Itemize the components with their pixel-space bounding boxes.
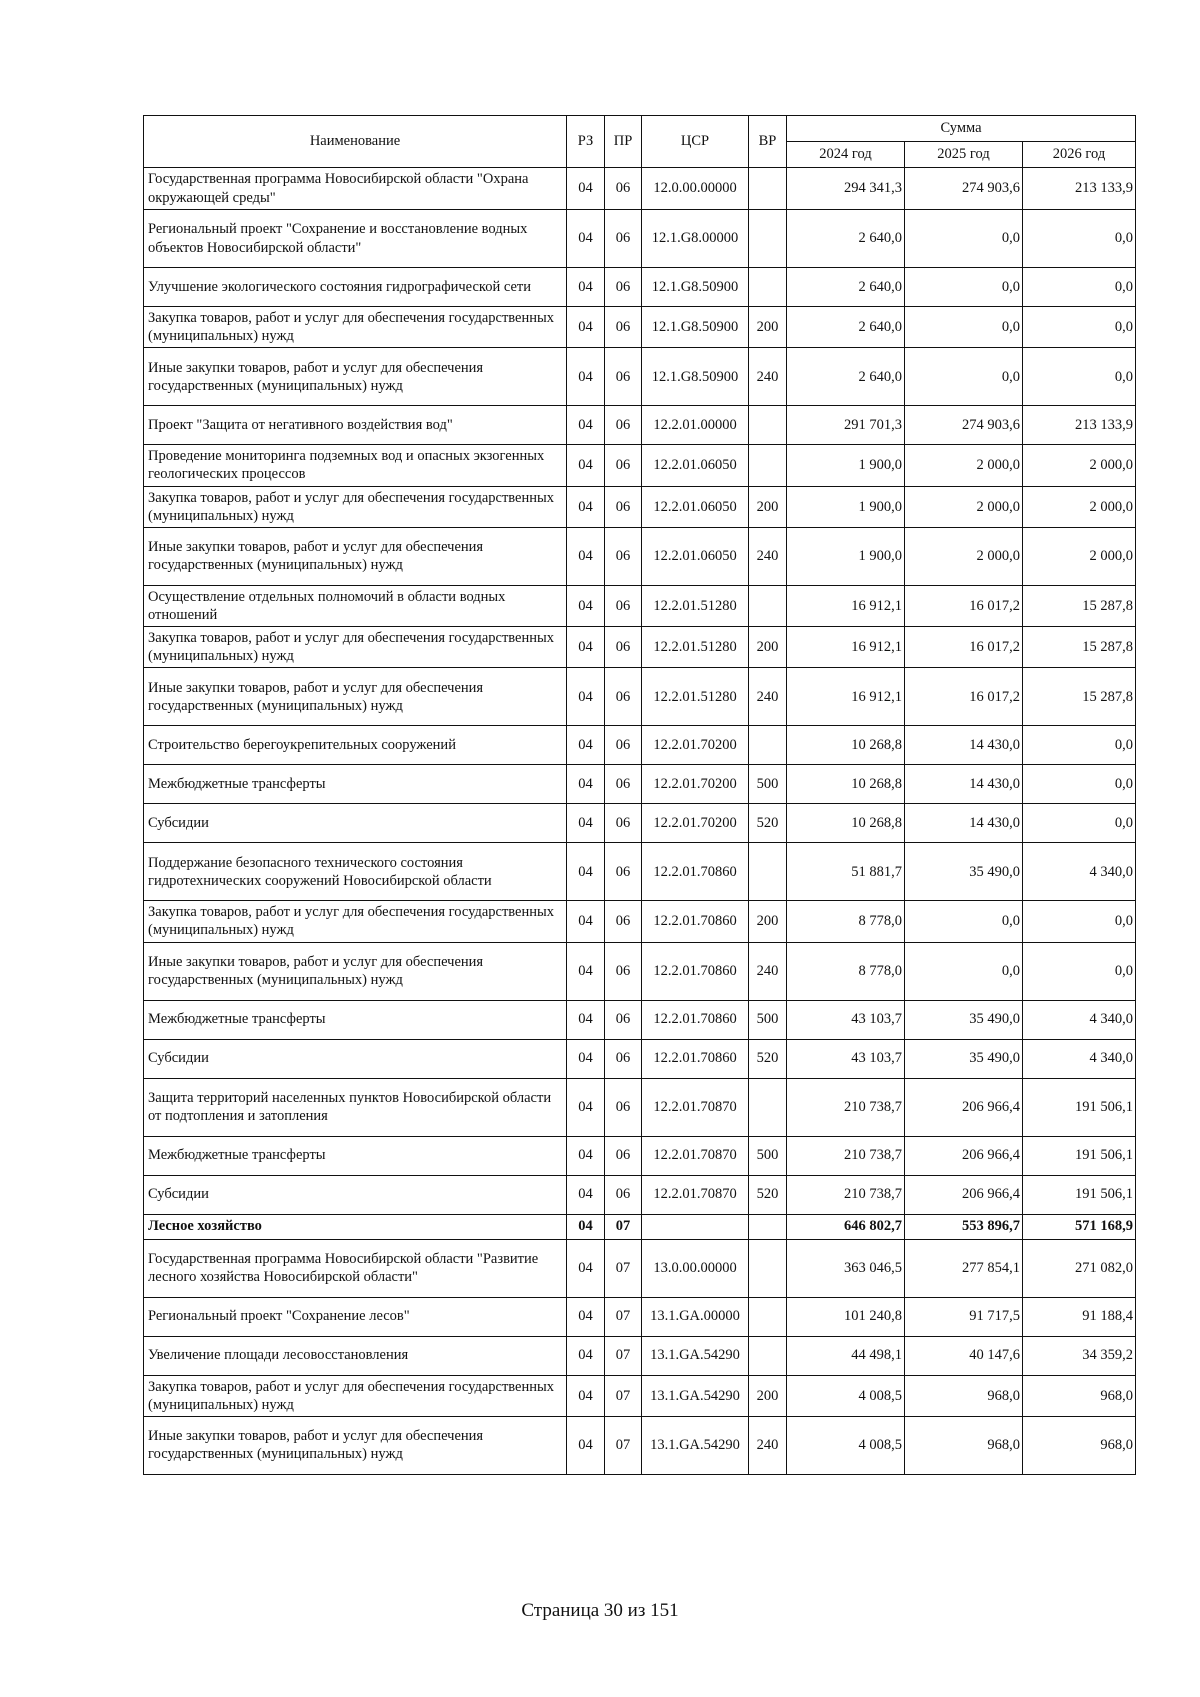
row-rz: 04: [567, 307, 605, 348]
row-pr: 07: [605, 1416, 642, 1474]
row-pr: 06: [605, 268, 642, 307]
table-row: [144, 627, 1136, 668]
row-amount-2024: 10 268,8: [787, 804, 905, 843]
row-amount-2026: 2 000,0: [1023, 445, 1136, 486]
row-vr: [749, 843, 787, 901]
row-pr: 07: [605, 1297, 642, 1336]
row-amount-2025: 35 490,0: [905, 1039, 1023, 1078]
row-name: Закупка товаров, работ и услуг для обеспечения государственных (муниципальных) нужд: [144, 307, 567, 348]
table-row: [144, 1000, 1136, 1039]
row-amount-2024: 101 240,8: [787, 1297, 905, 1336]
row-amount-2025: 274 903,6: [905, 168, 1023, 210]
row-name: Межбюджетные трансферты: [144, 1000, 567, 1039]
row-amount-2025: 206 966,4: [905, 1175, 1023, 1214]
table-row: [144, 1336, 1136, 1375]
row-rz: 04: [567, 804, 605, 843]
row-amount-2025: 40 147,6: [905, 1336, 1023, 1375]
row-amount-2024: 210 738,7: [787, 1136, 905, 1175]
row-rz: 04: [567, 1175, 605, 1214]
row-rz: 04: [567, 1336, 605, 1375]
table-header: [144, 116, 1136, 168]
row-csr: 12.2.01.06050: [642, 445, 749, 486]
row-amount-2024: 2 640,0: [787, 348, 905, 406]
budget-table: [143, 115, 1136, 1475]
row-amount-2026: 0,0: [1023, 804, 1136, 843]
row-amount-2025: 2 000,0: [905, 445, 1023, 486]
row-rz: 04: [567, 1375, 605, 1416]
header-vr: ВР: [749, 116, 787, 168]
row-name: Проведение мониторинга подземных вод и опасных экзогенных геологических процессов: [144, 445, 567, 486]
row-amount-2024: 1 900,0: [787, 486, 905, 527]
row-pr: 06: [605, 942, 642, 1000]
row-amount-2026: 0,0: [1023, 901, 1136, 942]
row-name: Осуществление отдельных полномочий в области водных отношений: [144, 585, 567, 626]
row-name: Улучшение экологического состояния гидрографической сети: [144, 268, 567, 307]
row-amount-2026: 2 000,0: [1023, 527, 1136, 585]
row-rz: 04: [567, 1136, 605, 1175]
table-row: [144, 210, 1136, 268]
row-amount-2025: 277 854,1: [905, 1239, 1023, 1297]
row-vr: 200: [749, 901, 787, 942]
row-vr: [749, 1214, 787, 1239]
table-row: [144, 307, 1136, 348]
header-year-2024: 2024 год: [787, 142, 905, 168]
row-csr: 12.2.01.00000: [642, 406, 749, 445]
table-row: [144, 1297, 1136, 1336]
row-amount-2025: 968,0: [905, 1416, 1023, 1474]
row-csr: 12.2.01.51280: [642, 627, 749, 668]
row-vr: 200: [749, 627, 787, 668]
row-pr: 06: [605, 406, 642, 445]
row-rz: 04: [567, 765, 605, 804]
header-csr: ЦСР: [642, 116, 749, 168]
row-rz: 04: [567, 445, 605, 486]
row-pr: 06: [605, 210, 642, 268]
row-rz: 04: [567, 406, 605, 445]
row-amount-2025: 16 017,2: [905, 668, 1023, 726]
row-csr: 12.2.01.06050: [642, 527, 749, 585]
row-rz: 04: [567, 1214, 605, 1239]
table-row: [144, 668, 1136, 726]
row-name: Проект "Защита от негативного воздействия вод": [144, 406, 567, 445]
table-row: [144, 1214, 1136, 1239]
row-rz: 04: [567, 1000, 605, 1039]
row-name: Иные закупки товаров, работ и услуг для обеспечения государственных (муниципальных) нужд: [144, 942, 567, 1000]
row-csr: 12.2.01.70860: [642, 942, 749, 1000]
page-number: Страница 30 из 151: [521, 1600, 679, 1621]
row-amount-2025: 968,0: [905, 1375, 1023, 1416]
row-amount-2025: 16 017,2: [905, 627, 1023, 668]
row-csr: 12.2.01.70200: [642, 726, 749, 765]
row-vr: 500: [749, 1136, 787, 1175]
row-amount-2025: 2 000,0: [905, 527, 1023, 585]
row-amount-2026: 968,0: [1023, 1416, 1136, 1474]
row-pr: 06: [605, 1175, 642, 1214]
row-amount-2024: 16 912,1: [787, 585, 905, 626]
row-amount-2026: 34 359,2: [1023, 1336, 1136, 1375]
row-amount-2024: 291 701,3: [787, 406, 905, 445]
row-csr: 12.2.01.70860: [642, 843, 749, 901]
table-row: [144, 726, 1136, 765]
row-amount-2026: 0,0: [1023, 942, 1136, 1000]
row-amount-2025: 14 430,0: [905, 804, 1023, 843]
row-amount-2026: 15 287,8: [1023, 585, 1136, 626]
row-pr: 06: [605, 1078, 642, 1136]
row-vr: 240: [749, 942, 787, 1000]
row-amount-2024: 8 778,0: [787, 901, 905, 942]
row-name: Субсидии: [144, 804, 567, 843]
row-csr: 12.2.01.51280: [642, 668, 749, 726]
table-row: [144, 486, 1136, 527]
row-name: Государственная программа Новосибирской области "Развитие лесного хозяйства Новосибирской области": [144, 1239, 567, 1297]
row-name: Субсидии: [144, 1039, 567, 1078]
row-amount-2026: 213 133,9: [1023, 168, 1136, 210]
row-pr: 06: [605, 527, 642, 585]
row-amount-2024: 294 341,3: [787, 168, 905, 210]
row-vr: 520: [749, 1175, 787, 1214]
row-amount-2026: 0,0: [1023, 348, 1136, 406]
row-amount-2025: 91 717,5: [905, 1297, 1023, 1336]
row-rz: 04: [567, 668, 605, 726]
row-pr: 06: [605, 168, 642, 210]
row-csr: 12.2.01.70200: [642, 765, 749, 804]
row-rz: 04: [567, 168, 605, 210]
row-amount-2024: 1 900,0: [787, 445, 905, 486]
table-row: [144, 1416, 1136, 1474]
row-name: Лесное хозяйство: [144, 1214, 567, 1239]
row-amount-2024: 43 103,7: [787, 1000, 905, 1039]
row-vr: [749, 726, 787, 765]
table-row: [144, 901, 1136, 942]
row-pr: 06: [605, 1039, 642, 1078]
table-row: [144, 1375, 1136, 1416]
row-pr: 06: [605, 726, 642, 765]
row-amount-2025: 274 903,6: [905, 406, 1023, 445]
row-amount-2025: 0,0: [905, 348, 1023, 406]
row-amount-2026: 0,0: [1023, 726, 1136, 765]
row-vr: [749, 585, 787, 626]
row-amount-2025: 0,0: [905, 268, 1023, 307]
row-csr: 12.2.01.70200: [642, 804, 749, 843]
row-amount-2025: 206 966,4: [905, 1078, 1023, 1136]
row-vr: [749, 168, 787, 210]
row-rz: 04: [567, 942, 605, 1000]
row-name: Увеличение площади лесовосстановления: [144, 1336, 567, 1375]
row-amount-2026: 213 133,9: [1023, 406, 1136, 445]
row-amount-2025: 14 430,0: [905, 765, 1023, 804]
row-pr: 07: [605, 1214, 642, 1239]
row-csr: 12.1.G8.50900: [642, 348, 749, 406]
row-amount-2026: 15 287,8: [1023, 668, 1136, 726]
row-name: Иные закупки товаров, работ и услуг для обеспечения государственных (муниципальных) нужд: [144, 668, 567, 726]
header-pr: ПР: [605, 116, 642, 168]
row-amount-2025: 2 000,0: [905, 486, 1023, 527]
row-amount-2025: 35 490,0: [905, 1000, 1023, 1039]
row-name: Межбюджетные трансферты: [144, 765, 567, 804]
table-row: [144, 585, 1136, 626]
table-row: [144, 268, 1136, 307]
row-vr: 520: [749, 804, 787, 843]
row-amount-2025: 35 490,0: [905, 843, 1023, 901]
row-name: Региональный проект "Сохранение лесов": [144, 1297, 567, 1336]
row-rz: 04: [567, 627, 605, 668]
row-csr: 12.2.01.51280: [642, 585, 749, 626]
row-name: Строительство берегоукрепительных сооружений: [144, 726, 567, 765]
table-row: [144, 1136, 1136, 1175]
row-csr: 12.2.01.70860: [642, 1039, 749, 1078]
row-rz: 04: [567, 585, 605, 626]
row-csr: 12.1.G8.00000: [642, 210, 749, 268]
row-amount-2024: 43 103,7: [787, 1039, 905, 1078]
row-csr: 13.1.GA.54290: [642, 1336, 749, 1375]
row-amount-2026: 0,0: [1023, 210, 1136, 268]
row-pr: 06: [605, 668, 642, 726]
table-row: [144, 1239, 1136, 1297]
table-body: [144, 168, 1136, 1475]
row-amount-2024: 2 640,0: [787, 307, 905, 348]
row-csr: 12.2.01.06050: [642, 486, 749, 527]
row-amount-2024: 44 498,1: [787, 1336, 905, 1375]
row-amount-2024: 1 900,0: [787, 527, 905, 585]
row-amount-2024: 2 640,0: [787, 210, 905, 268]
row-vr: 200: [749, 307, 787, 348]
row-amount-2024: 2 640,0: [787, 268, 905, 307]
row-amount-2026: 4 340,0: [1023, 843, 1136, 901]
row-rz: 04: [567, 1078, 605, 1136]
row-amount-2026: 91 188,4: [1023, 1297, 1136, 1336]
row-csr: [642, 1214, 749, 1239]
row-vr: 500: [749, 765, 787, 804]
row-name: Закупка товаров, работ и услуг для обеспечения государственных (муниципальных) нужд: [144, 627, 567, 668]
row-rz: 04: [567, 1039, 605, 1078]
row-amount-2026: 191 506,1: [1023, 1136, 1136, 1175]
row-vr: 240: [749, 1416, 787, 1474]
row-pr: 06: [605, 445, 642, 486]
row-rz: 04: [567, 527, 605, 585]
row-amount-2025: 16 017,2: [905, 585, 1023, 626]
table-row: [144, 168, 1136, 210]
row-csr: 13.0.00.00000: [642, 1239, 749, 1297]
row-csr: 13.1.GA.54290: [642, 1416, 749, 1474]
row-pr: 07: [605, 1336, 642, 1375]
row-name: Закупка товаров, работ и услуг для обеспечения государственных (муниципальных) нужд: [144, 901, 567, 942]
row-amount-2026: 191 506,1: [1023, 1175, 1136, 1214]
row-rz: 04: [567, 348, 605, 406]
row-amount-2026: 191 506,1: [1023, 1078, 1136, 1136]
row-vr: 240: [749, 668, 787, 726]
row-csr: 12.1.G8.50900: [642, 268, 749, 307]
row-name: Государственная программа Новосибирской области "Охрана окружающей среды": [144, 168, 567, 210]
row-pr: 06: [605, 843, 642, 901]
table-row: [144, 406, 1136, 445]
table-row: [144, 1175, 1136, 1214]
row-pr: 06: [605, 585, 642, 626]
row-amount-2024: 16 912,1: [787, 627, 905, 668]
row-pr: 06: [605, 627, 642, 668]
row-amount-2024: 363 046,5: [787, 1239, 905, 1297]
row-amount-2024: 10 268,8: [787, 765, 905, 804]
row-amount-2026: 15 287,8: [1023, 627, 1136, 668]
row-amount-2025: 0,0: [905, 901, 1023, 942]
row-vr: [749, 406, 787, 445]
header-rz: РЗ: [567, 116, 605, 168]
row-amount-2025: 206 966,4: [905, 1136, 1023, 1175]
row-csr: 12.2.01.70870: [642, 1136, 749, 1175]
row-vr: 200: [749, 1375, 787, 1416]
row-vr: 240: [749, 527, 787, 585]
row-pr: 06: [605, 1136, 642, 1175]
header-year-2025: 2025 год: [905, 142, 1023, 168]
row-amount-2026: 271 082,0: [1023, 1239, 1136, 1297]
row-name: Субсидии: [144, 1175, 567, 1214]
row-vr: [749, 445, 787, 486]
row-name: Иные закупки товаров, работ и услуг для обеспечения государственных (муниципальных) нужд: [144, 348, 567, 406]
table-row: [144, 1078, 1136, 1136]
row-name: Региональный проект "Сохранение и восстановление водных объектов Новосибирской области": [144, 210, 567, 268]
row-name: Закупка товаров, работ и услуг для обеспечения государственных (муниципальных) нужд: [144, 486, 567, 527]
row-vr: [749, 210, 787, 268]
row-csr: 12.2.01.70870: [642, 1175, 749, 1214]
row-amount-2025: 0,0: [905, 210, 1023, 268]
row-amount-2025: 553 896,7: [905, 1214, 1023, 1239]
row-amount-2025: 14 430,0: [905, 726, 1023, 765]
row-rz: 04: [567, 1297, 605, 1336]
row-amount-2024: 51 881,7: [787, 843, 905, 901]
row-csr: 12.2.01.70860: [642, 1000, 749, 1039]
row-amount-2026: 4 340,0: [1023, 1000, 1136, 1039]
row-csr: 12.0.00.00000: [642, 168, 749, 210]
row-name: Поддержание безопасного технического состояния гидротехнических сооружений Новосибирской области: [144, 843, 567, 901]
row-pr: 07: [605, 1375, 642, 1416]
row-csr: 12.2.01.70860: [642, 901, 749, 942]
row-name: Иные закупки товаров, работ и услуг для обеспечения государственных (муниципальных) нужд: [144, 527, 567, 585]
row-rz: 04: [567, 726, 605, 765]
table-row: [144, 1039, 1136, 1078]
row-rz: 04: [567, 268, 605, 307]
row-amount-2024: 10 268,8: [787, 726, 905, 765]
row-csr: 13.1.GA.00000: [642, 1297, 749, 1336]
row-pr: 06: [605, 901, 642, 942]
table-row: [144, 765, 1136, 804]
row-vr: [749, 268, 787, 307]
row-amount-2024: 646 802,7: [787, 1214, 905, 1239]
row-amount-2024: 4 008,5: [787, 1416, 905, 1474]
row-rz: 04: [567, 1239, 605, 1297]
row-vr: [749, 1336, 787, 1375]
row-amount-2025: 0,0: [905, 942, 1023, 1000]
row-name: Иные закупки товаров, работ и услуг для обеспечения государственных (муниципальных) нужд: [144, 1416, 567, 1474]
row-amount-2026: 4 340,0: [1023, 1039, 1136, 1078]
row-amount-2026: 0,0: [1023, 307, 1136, 348]
row-amount-2024: 4 008,5: [787, 1375, 905, 1416]
header-year-2026: 2026 год: [1023, 142, 1136, 168]
row-pr: 06: [605, 486, 642, 527]
row-pr: 06: [605, 307, 642, 348]
row-rz: 04: [567, 901, 605, 942]
table-row: [144, 942, 1136, 1000]
row-amount-2026: 968,0: [1023, 1375, 1136, 1416]
row-pr: 06: [605, 804, 642, 843]
table-row: [144, 445, 1136, 486]
table-row: [144, 348, 1136, 406]
row-vr: [749, 1239, 787, 1297]
row-amount-2024: 210 738,7: [787, 1175, 905, 1214]
row-vr: 520: [749, 1039, 787, 1078]
row-pr: 06: [605, 765, 642, 804]
row-vr: 200: [749, 486, 787, 527]
row-vr: [749, 1297, 787, 1336]
row-pr: 06: [605, 1000, 642, 1039]
row-rz: 04: [567, 210, 605, 268]
row-vr: [749, 1078, 787, 1136]
table-row: [144, 527, 1136, 585]
row-pr: 07: [605, 1239, 642, 1297]
row-amount-2024: 16 912,1: [787, 668, 905, 726]
row-amount-2026: 0,0: [1023, 765, 1136, 804]
row-rz: 04: [567, 843, 605, 901]
row-amount-2025: 0,0: [905, 307, 1023, 348]
row-amount-2026: 571 168,9: [1023, 1214, 1136, 1239]
row-pr: 06: [605, 348, 642, 406]
row-amount-2024: 210 738,7: [787, 1078, 905, 1136]
row-csr: 12.2.01.70870: [642, 1078, 749, 1136]
table-row: [144, 843, 1136, 901]
row-name: Межбюджетные трансферты: [144, 1136, 567, 1175]
row-vr: 240: [749, 348, 787, 406]
row-amount-2026: 0,0: [1023, 268, 1136, 307]
row-csr: 12.1.G8.50900: [642, 307, 749, 348]
row-name: Защита территорий населенных пунктов Новосибирской области от подтопления и затопления: [144, 1078, 567, 1136]
row-name: Закупка товаров, работ и услуг для обеспечения государственных (муниципальных) нужд: [144, 1375, 567, 1416]
header-name: Наименование: [144, 116, 567, 168]
table-row: [144, 804, 1136, 843]
row-rz: 04: [567, 486, 605, 527]
row-csr: 13.1.GA.54290: [642, 1375, 749, 1416]
header-sum: Сумма: [787, 116, 1136, 142]
row-rz: 04: [567, 1416, 605, 1474]
row-amount-2024: 8 778,0: [787, 942, 905, 1000]
row-vr: 500: [749, 1000, 787, 1039]
row-amount-2026: 2 000,0: [1023, 486, 1136, 527]
